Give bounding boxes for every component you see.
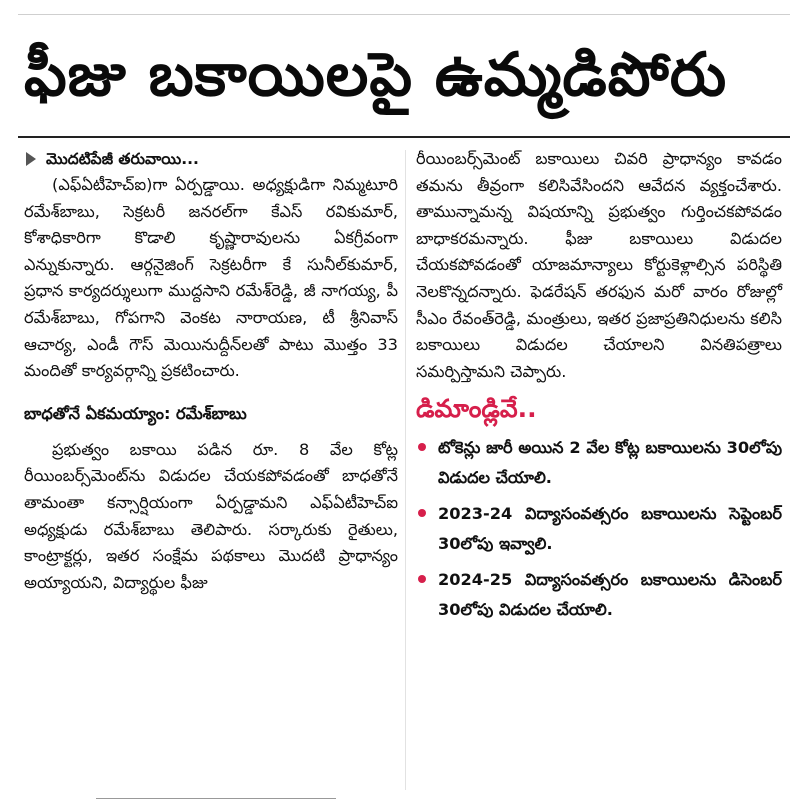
demand-text: టోకెన్లు జారీ అయిన 2 వేల కోట్ల బకాయిలను 30లోపు విడుదల చేయాలి.	[438, 438, 782, 488]
column-divider	[405, 150, 406, 790]
continuation-kicker	[24, 146, 398, 172]
bullet-icon	[418, 443, 426, 451]
chevron-right-icon	[26, 152, 36, 166]
bottom-rule	[96, 798, 336, 799]
paragraph-2: ప్రభుత్వం బకాయి పడిన రూ. 8 వేల కోట్ల రీయింబర్స్‌మెంట్‌ను విడుదల చేయకపోవడంతో బాధతోనే తామంతా కన్సార్షియంగా ఏర్పడ్డామని ఎఫ్ఏటీహెచ్ఐ అధ్యక్షుడు రమేశ్‌బాబు తెలిపారు. సర్కారుకు రైతులు, కాంట్రాక్టర్లు, ఇతర సంక్షేమ పథకాలు మొదటి ప్రాధాన్యం అయ్యాయని, విద్యార్థుల ఫీజు	[24, 439, 398, 592]
paragraph-1: (ఎఫ్ఏటీహెచ్ఐ)గా ఏర్పడ్డాయి. అధ్యక్షుడిగా నిమ్మటూరి రమేశ్‌బాబు, సెక్రటరీ జనరల్‌గా కేఎస్ రవికుమార్, కోశాధికారిగా కొడాలి కృష్ణారావులను ఏకగ్రీవంగా ఎన్నుకున్నారు. ఆర్గనైజింగ్ సెక్రటరీగా కే సునీల్‌కుమార్, ప్రధాన కార్యదర్శులుగా ముద్దసాని రమేశ్‌రెడ్డి, జీ నాగయ్య, పీ రమేశ్‌బాబు, గోపగాని వెంకట నారాయణ, టీ శ్రీనివాస్ ఆచార్య, ఎండీ గౌస్ మెయినుద్దీన్‌లతో పాటు మొత్తం 33 మందితో కార్యవర్గాన్ని ప్రకటించారు.	[24, 175, 398, 381]
headline: ఫీజు బకాయిలపై ఉమ్మడిపోరు	[24, 40, 728, 110]
top-rule	[18, 14, 790, 15]
demand-item	[416, 499, 782, 559]
right-column	[416, 146, 782, 631]
demands-heading: డిమాండ్లివే..	[416, 394, 537, 424]
paragraph-3: రీయింబర్స్‌మెంట్ బకాయిలు చివరి ప్రాధాన్యం కావడం తమను తీవ్రంగా కలిసివేసిందని ఆవేదన వ్యక్తంచేశారు. తామున్నామన్న విషయాన్ని ప్రభుత్వం గుర్తించకపోవడం బాధాకరమన్నారు. ఫీజు బకాయిలు విడుదల చేయకపోవడంతో యాజమాన్యాలు కోర్టుకెళ్లాల్సిన పరిస్థితి నెలకొన్నదన్నారు. ఫెడరేషన్ తరఫున మరో వారం రోజుల్లో సీఎం రేవంత్‌రెడ్డి, మంత్రులు, ఇతర ప్రజాప్రతినిధులను కలిసి బకాయిలు విడుదల చేయాలని వినతిపత్రాలు సమర్పిస్తామని చెప్పారు.	[416, 149, 782, 381]
demand-item	[416, 565, 782, 625]
left-column	[24, 146, 398, 596]
demand-item	[416, 433, 782, 493]
kicker-text: మొదటిపేజీ తరువాయి...	[46, 150, 199, 168]
bullet-icon	[418, 575, 426, 583]
demands-list	[416, 433, 782, 625]
demand-text: 2024-25 విద్యాసంవత్సరం బకాయిలను డిసెంబర్ 30లోపు విడుదల చేయాలి.	[438, 570, 782, 620]
subheading: బాధతోనే ఏకమయ్యాం: రమేశ్‌బాబు	[24, 403, 247, 423]
demand-text: 2023-24 విద్యాసంవత్సరం బకాయిలను సెప్టెంబర్ 30లోపు ఇవ్వాలి.	[438, 504, 782, 554]
bullet-icon	[418, 509, 426, 517]
headline-rule	[18, 136, 790, 138]
